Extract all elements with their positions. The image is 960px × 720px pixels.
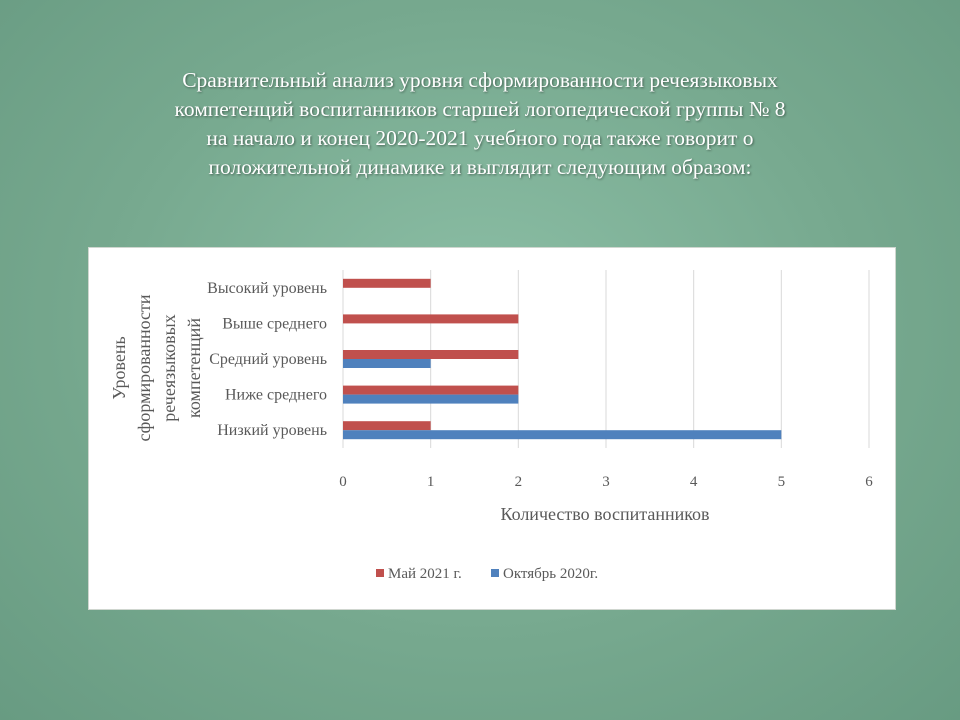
legend-item-may-2021-swatch: [376, 569, 384, 577]
category-label: Выше среднего: [222, 315, 327, 333]
slide-title-line: Сравнительный анализ уровня сформированности речеязыковых: [182, 68, 778, 92]
slide-title-line: компетенций воспитанников старшей логопедической группы № 8: [174, 97, 786, 121]
x-tick-label: 0: [339, 474, 347, 490]
bar-may-2021: [343, 421, 431, 430]
legend: [376, 566, 598, 582]
y-axis-title-line: сформированности: [134, 294, 154, 442]
bar-may-2021: [343, 314, 518, 323]
chart-panel: [88, 247, 896, 610]
category-label: Ниже среднего: [224, 386, 327, 404]
bar-may-2021: [343, 386, 518, 395]
category-label: Низкий уровень: [217, 422, 327, 440]
x-tick-label: 3: [602, 474, 610, 490]
category-label: Высокий уровень: [207, 279, 327, 297]
legend-item-may-2021-label: Май 2021 г.: [388, 566, 462, 582]
bar-october-2020: [343, 359, 431, 368]
legend-item-october-2020-swatch: [491, 569, 499, 577]
y-axis-title-line: речеязыковых: [159, 314, 179, 422]
x-tick-label: 5: [777, 474, 786, 490]
y-axis-title-line: компетенций: [184, 318, 204, 418]
bar-may-2021: [343, 279, 431, 288]
bar-may-2021: [343, 350, 518, 359]
x-tick-label: 2: [514, 474, 523, 490]
slide-title: [100, 66, 860, 182]
bar-october-2020: [343, 395, 518, 404]
bar-chart: [89, 248, 895, 609]
x-axis-title: Количество воспитанников: [500, 504, 710, 524]
x-tick-label: 4: [689, 474, 698, 490]
slide-title-line: на начало и конец 2020-2021 учебного года также говорит о: [206, 126, 754, 150]
y-axis-title: [109, 294, 204, 441]
x-tick-label: 6: [865, 474, 873, 490]
slide-title-line: положительной динамике и выглядит следующим образом:: [208, 155, 752, 179]
x-tick-label: 1: [426, 474, 435, 490]
category-label: Средний уровень: [209, 351, 327, 368]
bar-october-2020: [343, 430, 781, 439]
legend-item-october-2020-label: Октябрь 2020г.: [503, 566, 599, 582]
y-axis-title-line: Уровень: [109, 336, 129, 400]
bars: [343, 279, 781, 439]
